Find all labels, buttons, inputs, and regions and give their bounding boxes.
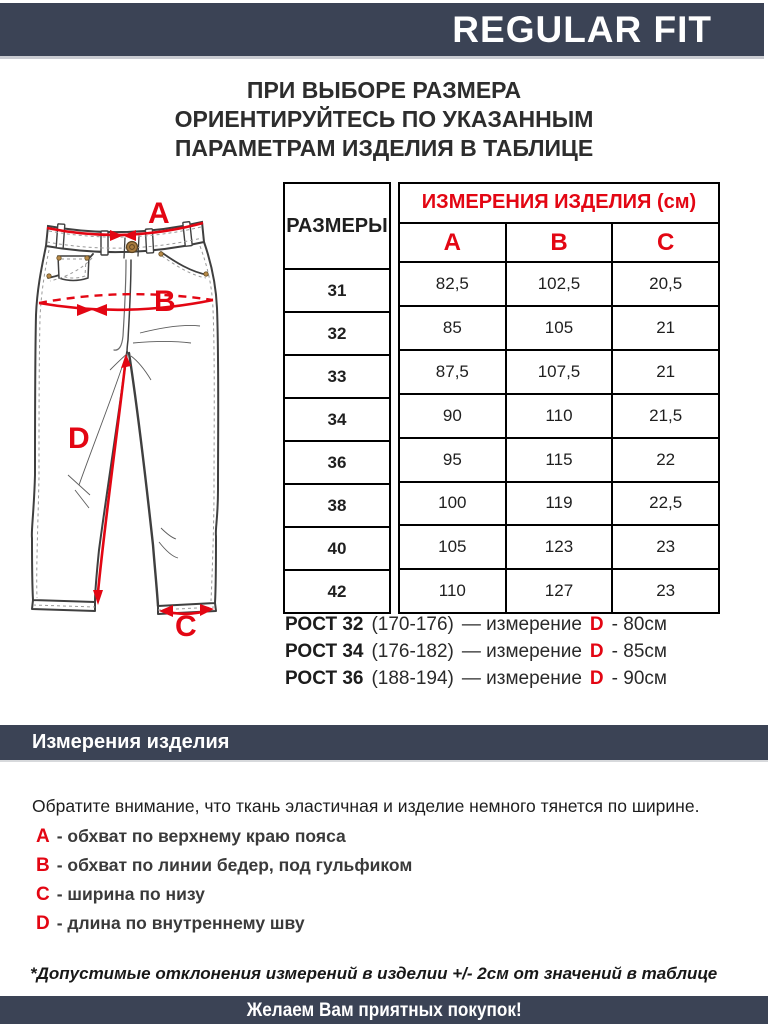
column-c-header: C bbox=[612, 223, 719, 263]
table-row bbox=[284, 441, 390, 484]
table-row bbox=[284, 312, 390, 355]
table-row bbox=[399, 183, 719, 223]
value-cell: 105 bbox=[506, 306, 613, 350]
size-cell: 32 bbox=[284, 312, 390, 355]
top-banner bbox=[0, 3, 764, 59]
table-row bbox=[284, 269, 390, 312]
height-mid: — измерение bbox=[461, 614, 582, 635]
height-note-row bbox=[285, 611, 667, 638]
legend-item bbox=[36, 880, 412, 909]
table-row bbox=[284, 398, 390, 441]
table-row bbox=[399, 569, 719, 613]
value-cell: 21 bbox=[612, 306, 719, 350]
legend-text: - обхват по верхнему краю пояса bbox=[56, 826, 346, 846]
legend-letter: A bbox=[36, 826, 50, 847]
value-cell: 85 bbox=[399, 306, 506, 350]
value-cell: 21 bbox=[612, 350, 719, 394]
tolerance-footnote: *Допустимые отклонения измерений в изделии +/- 2см от значений в таблице bbox=[30, 964, 718, 983]
table-row bbox=[284, 484, 390, 527]
stitching bbox=[33, 227, 215, 610]
value-cell: 115 bbox=[506, 438, 613, 482]
value-cell: 123 bbox=[506, 525, 613, 569]
legend-item bbox=[36, 822, 412, 851]
size-cell: 31 bbox=[284, 269, 390, 312]
measure-letter: D bbox=[589, 641, 604, 662]
table-row bbox=[399, 350, 719, 394]
value-cell: 100 bbox=[399, 482, 506, 526]
value-cell: 23 bbox=[612, 525, 719, 569]
fabric-note: Обратите внимание, что ткань эластичная и изделие немного тянется по ширине. bbox=[32, 795, 700, 816]
fit-title: REGULAR FIT bbox=[452, 8, 712, 50]
column-a-header: A bbox=[399, 223, 506, 263]
measurements-table bbox=[398, 182, 720, 614]
height-note-row bbox=[285, 638, 667, 665]
size-cell: 34 bbox=[284, 398, 390, 441]
measurements-section-bar bbox=[0, 725, 768, 762]
value-cell: 82,5 bbox=[399, 262, 506, 306]
value-cell: 102,5 bbox=[506, 262, 613, 306]
footer-message: Желаем Вам приятных покупок! bbox=[246, 998, 522, 1021]
measure-letter: D bbox=[589, 614, 604, 635]
measure-c-label: C bbox=[175, 610, 197, 643]
value-cell: 87,5 bbox=[399, 350, 506, 394]
size-cell: 38 bbox=[284, 484, 390, 527]
footer-banner bbox=[0, 996, 768, 1024]
table-row bbox=[399, 262, 719, 306]
height-note-row bbox=[285, 665, 667, 692]
legend-letter: C bbox=[36, 884, 50, 905]
value-cell: 21,5 bbox=[612, 394, 719, 438]
height-notes bbox=[285, 611, 667, 692]
intro-line: ПРИ ВЫБОРЕ РАЗМЕРА bbox=[246, 77, 522, 103]
sizes-column-table bbox=[283, 182, 391, 614]
legend-item bbox=[36, 909, 412, 938]
height-range: (176-182) bbox=[371, 641, 454, 662]
value-cell: 110 bbox=[506, 394, 613, 438]
table-row bbox=[284, 183, 390, 269]
value-cell: 110 bbox=[399, 569, 506, 613]
intro-line: ОРИЕНТИРУЙТЕСЬ ПО УКАЗАННЫМ bbox=[174, 106, 594, 132]
table-row bbox=[399, 525, 719, 569]
height-label: РОСТ 36 bbox=[285, 668, 364, 689]
value-cell: 22 bbox=[612, 438, 719, 482]
size-tables bbox=[283, 182, 720, 614]
table-row bbox=[284, 355, 390, 398]
height-value: - 80см bbox=[611, 614, 667, 635]
intro-line: ПАРАМЕТРАМ ИЗДЕЛИЯ В ТАБЛИЦЕ bbox=[174, 135, 594, 161]
size-cell: 36 bbox=[284, 441, 390, 484]
value-cell: 107,5 bbox=[506, 350, 613, 394]
table-row bbox=[399, 482, 719, 526]
legend-text: - обхват по линии бедер, под гульфиком bbox=[56, 855, 413, 875]
size-cell: 42 bbox=[284, 570, 390, 613]
height-mid: — измерение bbox=[461, 668, 582, 689]
measure-d-label: D bbox=[68, 422, 90, 455]
table-row bbox=[399, 223, 719, 263]
legend-text: - ширина по низу bbox=[56, 884, 205, 904]
height-mid: — измерение bbox=[461, 641, 582, 662]
table-row bbox=[399, 306, 719, 350]
legend-item bbox=[36, 851, 412, 880]
height-value: - 85см bbox=[611, 641, 667, 662]
legend-text: - длина по внутреннему шву bbox=[56, 913, 305, 933]
value-cell: 20,5 bbox=[612, 262, 719, 306]
sizes-header-cell: РАЗМЕРЫ bbox=[284, 183, 390, 269]
height-range: (188-194) bbox=[371, 668, 454, 689]
table-row bbox=[399, 394, 719, 438]
table-row bbox=[284, 527, 390, 570]
section-title: Измерения изделия bbox=[32, 731, 230, 753]
jeans-diagram bbox=[15, 190, 275, 650]
value-cell: 95 bbox=[399, 438, 506, 482]
legend-letter: B bbox=[36, 855, 50, 876]
value-cell: 119 bbox=[506, 482, 613, 526]
table-row bbox=[399, 438, 719, 482]
height-value: - 90см bbox=[611, 668, 667, 689]
legend-letter: D bbox=[36, 913, 50, 934]
measure-letter: D bbox=[589, 668, 604, 689]
measurements-header-cell: ИЗМЕРЕНИЯ ИЗДЕЛИЯ (см) bbox=[399, 183, 719, 223]
intro-heading bbox=[0, 76, 768, 163]
height-label: РОСТ 34 bbox=[285, 641, 364, 662]
size-cell: 33 bbox=[284, 355, 390, 398]
value-cell: 23 bbox=[612, 569, 719, 613]
measure-b-label: B bbox=[154, 285, 176, 318]
size-cell: 40 bbox=[284, 527, 390, 570]
value-cell: 90 bbox=[399, 394, 506, 438]
column-b-header: B bbox=[506, 223, 613, 263]
measure-legend bbox=[36, 822, 412, 938]
height-range: (170-176) bbox=[371, 614, 454, 635]
value-cell: 105 bbox=[399, 525, 506, 569]
value-cell: 22,5 bbox=[612, 482, 719, 526]
table-row bbox=[284, 570, 390, 613]
height-label: РОСТ 32 bbox=[285, 614, 364, 635]
value-cell: 127 bbox=[506, 569, 613, 613]
measure-a-label: A bbox=[148, 197, 170, 230]
jeans-outline bbox=[32, 222, 218, 614]
